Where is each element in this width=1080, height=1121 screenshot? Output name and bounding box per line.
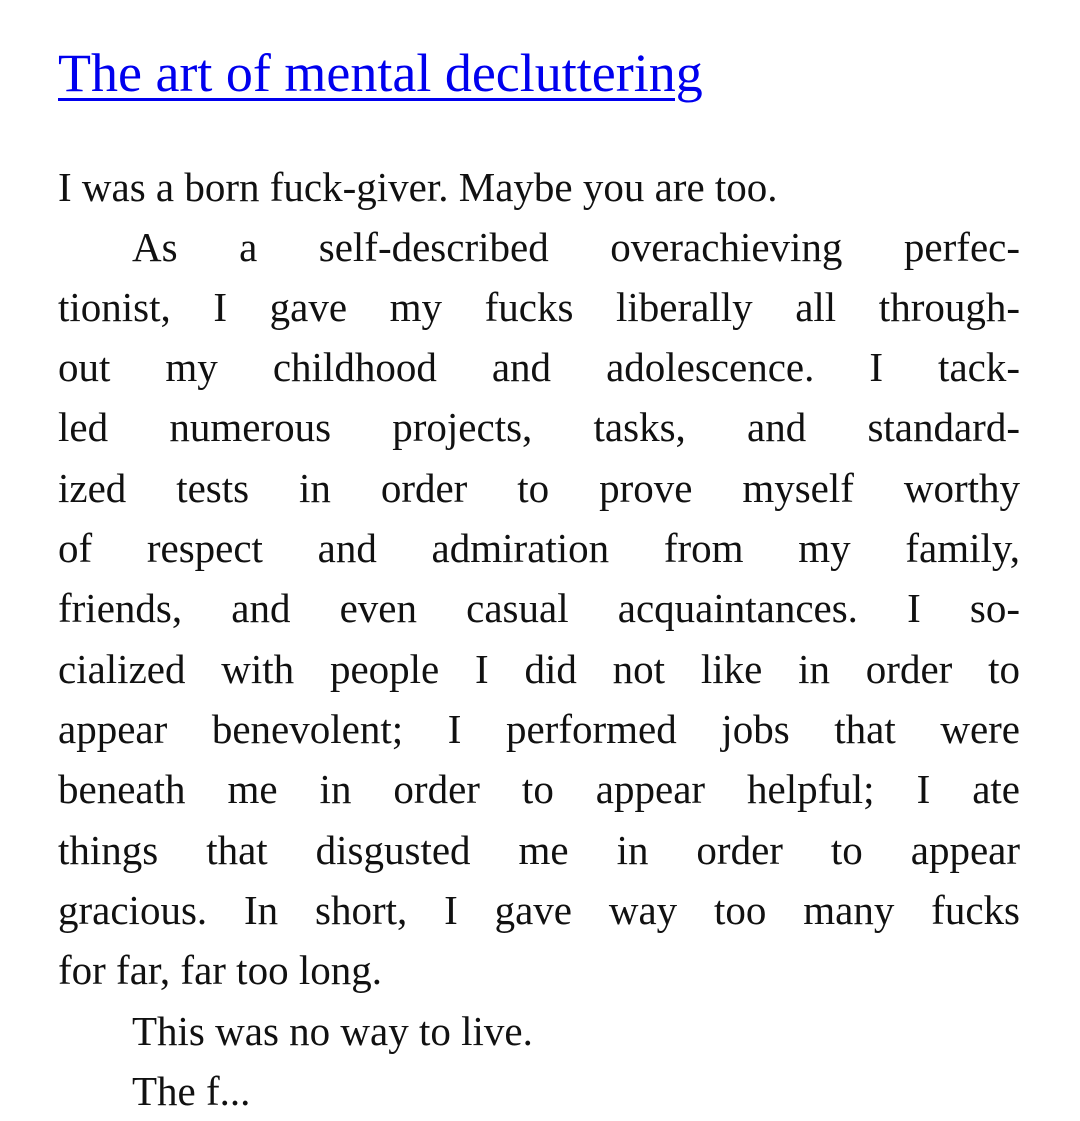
text-line: for far, far too long. [58, 947, 382, 993]
text-line: As a self-described overachieving perfec- [132, 224, 1020, 270]
text-line: friends, and even casual acquaintances. I so- [58, 585, 1020, 631]
text-line: tionist, I gave my fucks liberally all through- [58, 284, 1020, 330]
ebook-page [58, 0, 1020, 1114]
text-line: things that disgusted me in order to appear [58, 827, 1020, 873]
text-line: ized tests in order to prove myself worthy [58, 465, 1020, 511]
text-line: appear benevolent; I performed jobs that were [58, 706, 1020, 752]
text-line: I was a born fuck-giver. Maybe you are too. [58, 164, 778, 210]
text-line: beneath me in order to appear helpful; I ate [58, 766, 1020, 812]
text-line: gracious. In short, I gave way too many fucks [58, 887, 1020, 933]
text-line: This was no way to live. [132, 1008, 533, 1054]
chapter-title-link[interactable]: The art of mental decluttering [58, 43, 703, 103]
text-line: of respect and admiration from my family, [58, 525, 1020, 571]
text-line: out my childhood and adolescence. I tack- [58, 344, 1020, 390]
text-line: led numerous projects, tasks, and standard- [58, 404, 1020, 450]
text-line-cut-off: The f... [132, 1068, 251, 1114]
text-line: cialized with people I did not like in order to [58, 646, 1020, 692]
